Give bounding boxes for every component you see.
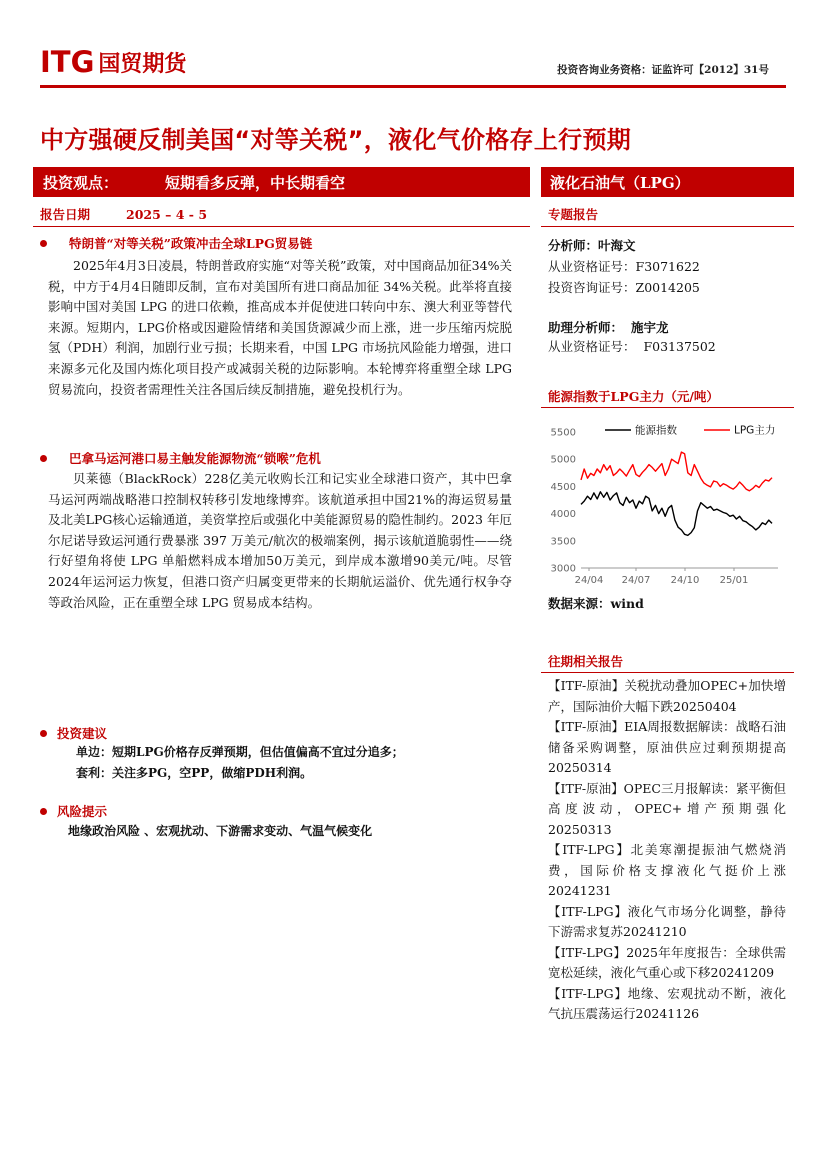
section-heading [40,449,321,467]
related-reports-list [548,676,786,1025]
section-heading-text: 巴拿马运河港口易主触发能源物流“锁喉”危机 [69,451,321,466]
series-line-1 [581,452,772,491]
section-heading [40,234,312,252]
investment-view-label: 投资观点： [43,173,119,192]
category-bar: 液化石油气（LPG） [541,167,794,197]
related-report-item[interactable]: 【ITF-原油】OPEC三月报解读：紧平衡但高度波动，OPEC+增产预期强化20250313 [548,780,786,837]
analyst-name: 叶海文 [598,238,636,253]
report-type: 专题报告 [548,207,599,222]
cert-number: F03137502 [643,339,716,354]
logo-cn-text: 国贸期货 [98,51,187,77]
section-paragraph: 2025年4月3日凌晨，特朗普政府实施“对等关税”政策，对中国商品加征34%关税，中方于4月4日随即反制，宣布对美国所有进口商品加征 34%关税。此举将直接影响中国对美国 LPG 的进口依赖，推高成本并促使进口转向中东、澳大利亚等替代来源。短期内，LPG价格或因避险情绪和美国货源减少而上涨，进一步压缩丙烷脱氢（PDH）利润，加剧行业亏损；长期来看，中国 LPG 市场抗风险能力增强，进口来源多元化及国内炼化项目投产或减弱关税的边际影响。本轮博弈将重塑全球 LPG 贸易流向，投资者需理性关注各国后续反制措施，避免投机行为。 [48,258,512,397]
risk-heading-text: 风险提示 [57,804,108,819]
related-report-item[interactable]: 【ITF-LPG】液化气市场分化调整，静待下游需求复苏20241210 [548,903,786,939]
report-type-divider [541,226,794,227]
assistant-name: 施宇龙 [630,320,669,335]
investment-view-bar [33,167,530,197]
logo-itg-text: ITG [40,45,95,79]
chart-divider [541,407,794,408]
assistant-row [548,318,668,336]
investment-view-text: 短期看多反弹，中长期看空 [165,173,346,192]
x-tick-label: 24/07 [621,575,651,586]
report-title: 中方强硬反制美国“对等关税”，液化气价格存上行预期 [40,126,632,154]
assistant-cert-row [548,337,716,355]
y-tick-label: 4500 [550,481,576,493]
cert-label: 从业资格证号： [548,259,636,274]
x-tick-label: 24/10 [670,575,700,586]
related-report-item[interactable]: 【ITF-LPG】北美寒潮提振油气燃烧消费，国际价格支撑液化气挺价上涨20241231 [548,842,786,898]
bullet-icon [40,808,47,815]
y-tick-label: 3500 [550,536,576,548]
advice-heading [40,724,107,742]
y-tick-label: 5500 [550,427,576,439]
bullet-icon [40,240,47,247]
related-report-item[interactable]: 【ITF-LPG】地缘、宏观扰动不断，液化气抗压震荡运行20241126 [548,985,786,1021]
y-tick-label: 3000 [550,563,576,575]
related-report-item[interactable]: 【ITF-原油】关税扰动叠加OPEC+加快增产，国际油价大幅下跌20250404 [548,678,786,714]
cert-number: F3071622 [635,259,700,274]
cert-label: 从业资格证号： [548,339,636,354]
report-date-value: 2025 – 4 - 5 [126,207,208,222]
analyst-label: 分析师： [548,238,599,253]
analyst-consult-row [548,278,700,296]
chart-title: 能源指数于LPG主力（元/吨） [548,389,719,404]
section-paragraph: 贝莱德（BlackRock）228亿美元收购长江和记实业全球港口资产，其中巴拿马运河两端战略港口控制权转移引发地缘博弈。该航道承担中国21%的海运贸易量及北美LPG核心运输通道，美资掌控后或强化中美能源贸易的隐性制约。2023 年厄尔尼诺导致运河通行费暴涨 397 万美元/航次的极端案例，揭示该航道脆弱性——绕行好望角将使 LPG 单船燃料成本增加50万美元，到岸成本激增90美元/吨。尽管2024年运河运力恢复，但港口资产归属变更带来的长期航运溢价、优先通行权争夺等政治风险，正在重塑全球 LPG 贸易成本结构。 [48,471,512,610]
assistant-label: 助理分析师： [548,320,624,335]
report-date-label: 报告日期 [40,207,91,222]
related-reports-divider [541,672,794,673]
bullet-icon [40,730,47,737]
price-chart [541,418,794,590]
risk-heading [40,802,107,820]
chart-axes [551,428,778,587]
advice-item: 单边：短期LPG价格存反弹预期，但估值偏高不宜过分追多； [76,745,404,759]
advice-item: 套利：关注多PG，空PP，做缩PDH利润。 [76,766,313,780]
related-reports-heading: 往期相关报告 [548,654,624,669]
y-tick-label: 5000 [550,454,576,466]
legend-label: LPG主力 [734,424,776,437]
analyst-cert-row [548,257,700,275]
chart-legend [605,424,775,437]
report-date [40,205,207,223]
legend-label: 能源指数 [635,424,677,437]
date-divider [33,226,530,227]
section-heading-text: 特朗普“对等关税”政策冲击全球LPG贸易链 [69,236,313,251]
company-logo [40,44,186,80]
risk-text: 地缘政治风险 、宏观扰动、下游需求变动、气温气候变化 [68,824,373,838]
x-tick-label: 25/01 [719,575,749,586]
related-report-item[interactable]: 【ITF-原油】EIA周报数据解读：战略石油储备采购调整，原油供应过剩预期提高20250314 [548,719,786,775]
chart-lines [581,452,772,535]
consult-number: Z0014205 [635,280,700,295]
y-tick-label: 4000 [550,509,576,521]
advice-heading-text: 投资建议 [57,726,108,741]
x-tick-label: 24/04 [574,575,604,586]
analyst-row [548,236,636,254]
related-report-item[interactable]: 【ITF-LPG】2025年年度报告：全球供需宽松延续，液化气重心或下移20241209 [548,944,786,980]
consult-label: 投资咨询证号： [548,280,636,295]
bullet-icon [40,455,47,462]
qualification-text: 投资咨询业务资格：证监许可【2012】31号 [557,64,769,76]
header-divider [40,85,786,88]
series-line-0 [581,492,772,536]
chart-source: 数据来源：wind [548,596,644,611]
